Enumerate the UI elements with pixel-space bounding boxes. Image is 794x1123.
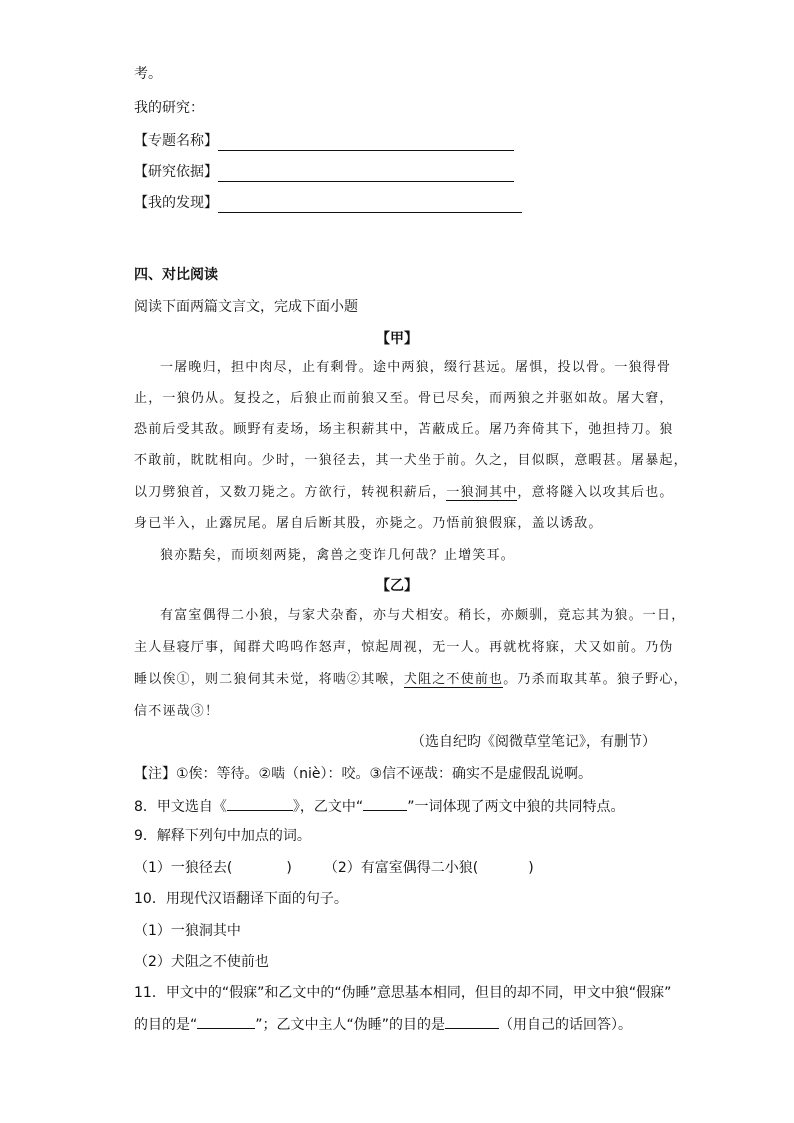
- jia-underlined-sentence: 一狼洞其中: [446, 485, 518, 500]
- q11-answer-blank-2[interactable]: [445, 1014, 499, 1029]
- question-11-line-2: [134, 1014, 632, 1035]
- research-basis-blank[interactable]: [218, 165, 514, 182]
- annotation-note: 【注】①俟：等待。②啮（niè）：咬。③信不诬哉：确实不是虚假乱说啊。: [134, 766, 593, 782]
- jia-line-4: 不敢前，眈眈相向。少时，一狼径去，其一犬坐于前。久之，目似瞑，意暇甚。屠暴起，: [134, 453, 688, 468]
- jia-line-1: 一屠晚归，担中肉尽，止有剩骨。途中两狼，缀行甚远。屠惧，投以骨。一狼得骨: [160, 360, 672, 375]
- jia-line-5-a: 以刀劈狼首，又数刀毙之。方欲行，转视积薪后，: [134, 485, 447, 500]
- research-basis-field: [134, 162, 514, 182]
- question-11-line-1: 11．甲文中的“假寐”和乙文中的“伪睡”意思基本相同，但目的却不同，甲文中狼“假寐”: [134, 985, 672, 1001]
- q9-item-2-close: ): [528, 860, 534, 876]
- jia-line-7: 狼亦黠矣，而顷刻两毙，禽兽之变诈几何哉？止增笑耳。: [160, 548, 516, 563]
- q11-part-b: ”；乙文中主人“伪睡”的目的是: [255, 1017, 446, 1033]
- q9-item-1-close: ): [286, 860, 292, 876]
- findings-field: [134, 193, 522, 213]
- source-citation: （选自纪昀《阅微草堂笔记》，有删节）: [411, 734, 656, 750]
- jia-line-6: 身已半入，止露尻尾。屠自后断其股，亦毙之。乃悟前狼假寐，盖以诱敌。: [134, 516, 603, 531]
- question-10-item-2: （2）犬阻之不使前也: [134, 954, 269, 970]
- jia-line-3: 恐前后受其敌。顾野有麦场，场主积薪其中，苫蔽成丘。屠乃奔倚其下，弛担持刀。狼: [134, 422, 674, 437]
- jia-line-2: 止，一狼仍从。复投之，后狼止而前狼又至。骨已尽矣，而两狼之并驱如故。屠大窘，: [134, 391, 674, 406]
- question-8: [134, 796, 624, 817]
- continuation-text: 考。: [134, 66, 162, 82]
- question-9-items: [134, 858, 534, 878]
- findings-label: 【我的发现】: [134, 195, 218, 211]
- question-10-title: 10．用现代汉语翻译下面的句子。: [134, 891, 348, 907]
- yi-line-2: 主人昼寝厅事，闻群犬呜呜作怒声，惊起周视，无一人。再就枕将寐，犬又如前。乃伪: [134, 640, 674, 655]
- q8-answer-blank-2[interactable]: [363, 796, 407, 811]
- section-title: 四、对比阅读: [134, 267, 218, 283]
- question-8-part-c: ”一词体现了两文中狼的共同特点。: [407, 799, 625, 815]
- q11-part-a: 的目的是“: [134, 1017, 198, 1033]
- findings-blank[interactable]: [218, 196, 522, 213]
- yi-line-1: 有富室偶得二小狼，与家犬杂畜，亦与犬相安。稍长，亦颇驯，竟忘其为狼。一日，: [160, 608, 686, 623]
- yi-line-3-b: 。乃杀而取其革。狼子野心，: [503, 672, 688, 687]
- question-10-item-1: （1）一狼洞其中: [134, 923, 241, 939]
- research-basis-label: 【研究依据】: [134, 164, 218, 180]
- research-label: 我的研究：: [134, 100, 204, 116]
- yi-line-4: 信不诬哉③！: [134, 704, 220, 719]
- q11-answer-blank-1[interactable]: [197, 1014, 255, 1029]
- jia-line-5: [134, 483, 674, 503]
- q8-answer-blank-1[interactable]: [227, 796, 293, 811]
- jia-heading: 【甲】: [376, 331, 418, 347]
- topic-name-label: 【专题名称】: [134, 133, 218, 149]
- yi-line-3-a: 睡以俟①，则二狼伺其未觉，将啮②其喉，: [134, 672, 404, 687]
- yi-line-3: [134, 670, 688, 690]
- topic-name-field: [134, 131, 514, 151]
- q11-part-c: （用自己的话回答）。: [499, 1017, 633, 1033]
- yi-heading: 【乙】: [376, 578, 418, 594]
- yi-underlined-sentence: 犬阻之不使前也: [403, 672, 504, 687]
- q9-item-1: （1）一狼径去(: [134, 860, 233, 876]
- section-instruction: 阅读下面两篇文言文，完成下面小题: [134, 299, 358, 315]
- q9-item-2: （2）有富室偶得二小狼(: [323, 860, 479, 876]
- question-9-title: 9．解释下列句中加点的词。: [134, 828, 311, 844]
- question-8-part-b: 》，乙文中“: [292, 799, 364, 815]
- question-8-part-a: 8．甲文选自《: [134, 799, 227, 815]
- topic-name-blank[interactable]: [218, 134, 514, 151]
- jia-line-5-b: ，意将隧入以攻其后也。: [517, 485, 674, 500]
